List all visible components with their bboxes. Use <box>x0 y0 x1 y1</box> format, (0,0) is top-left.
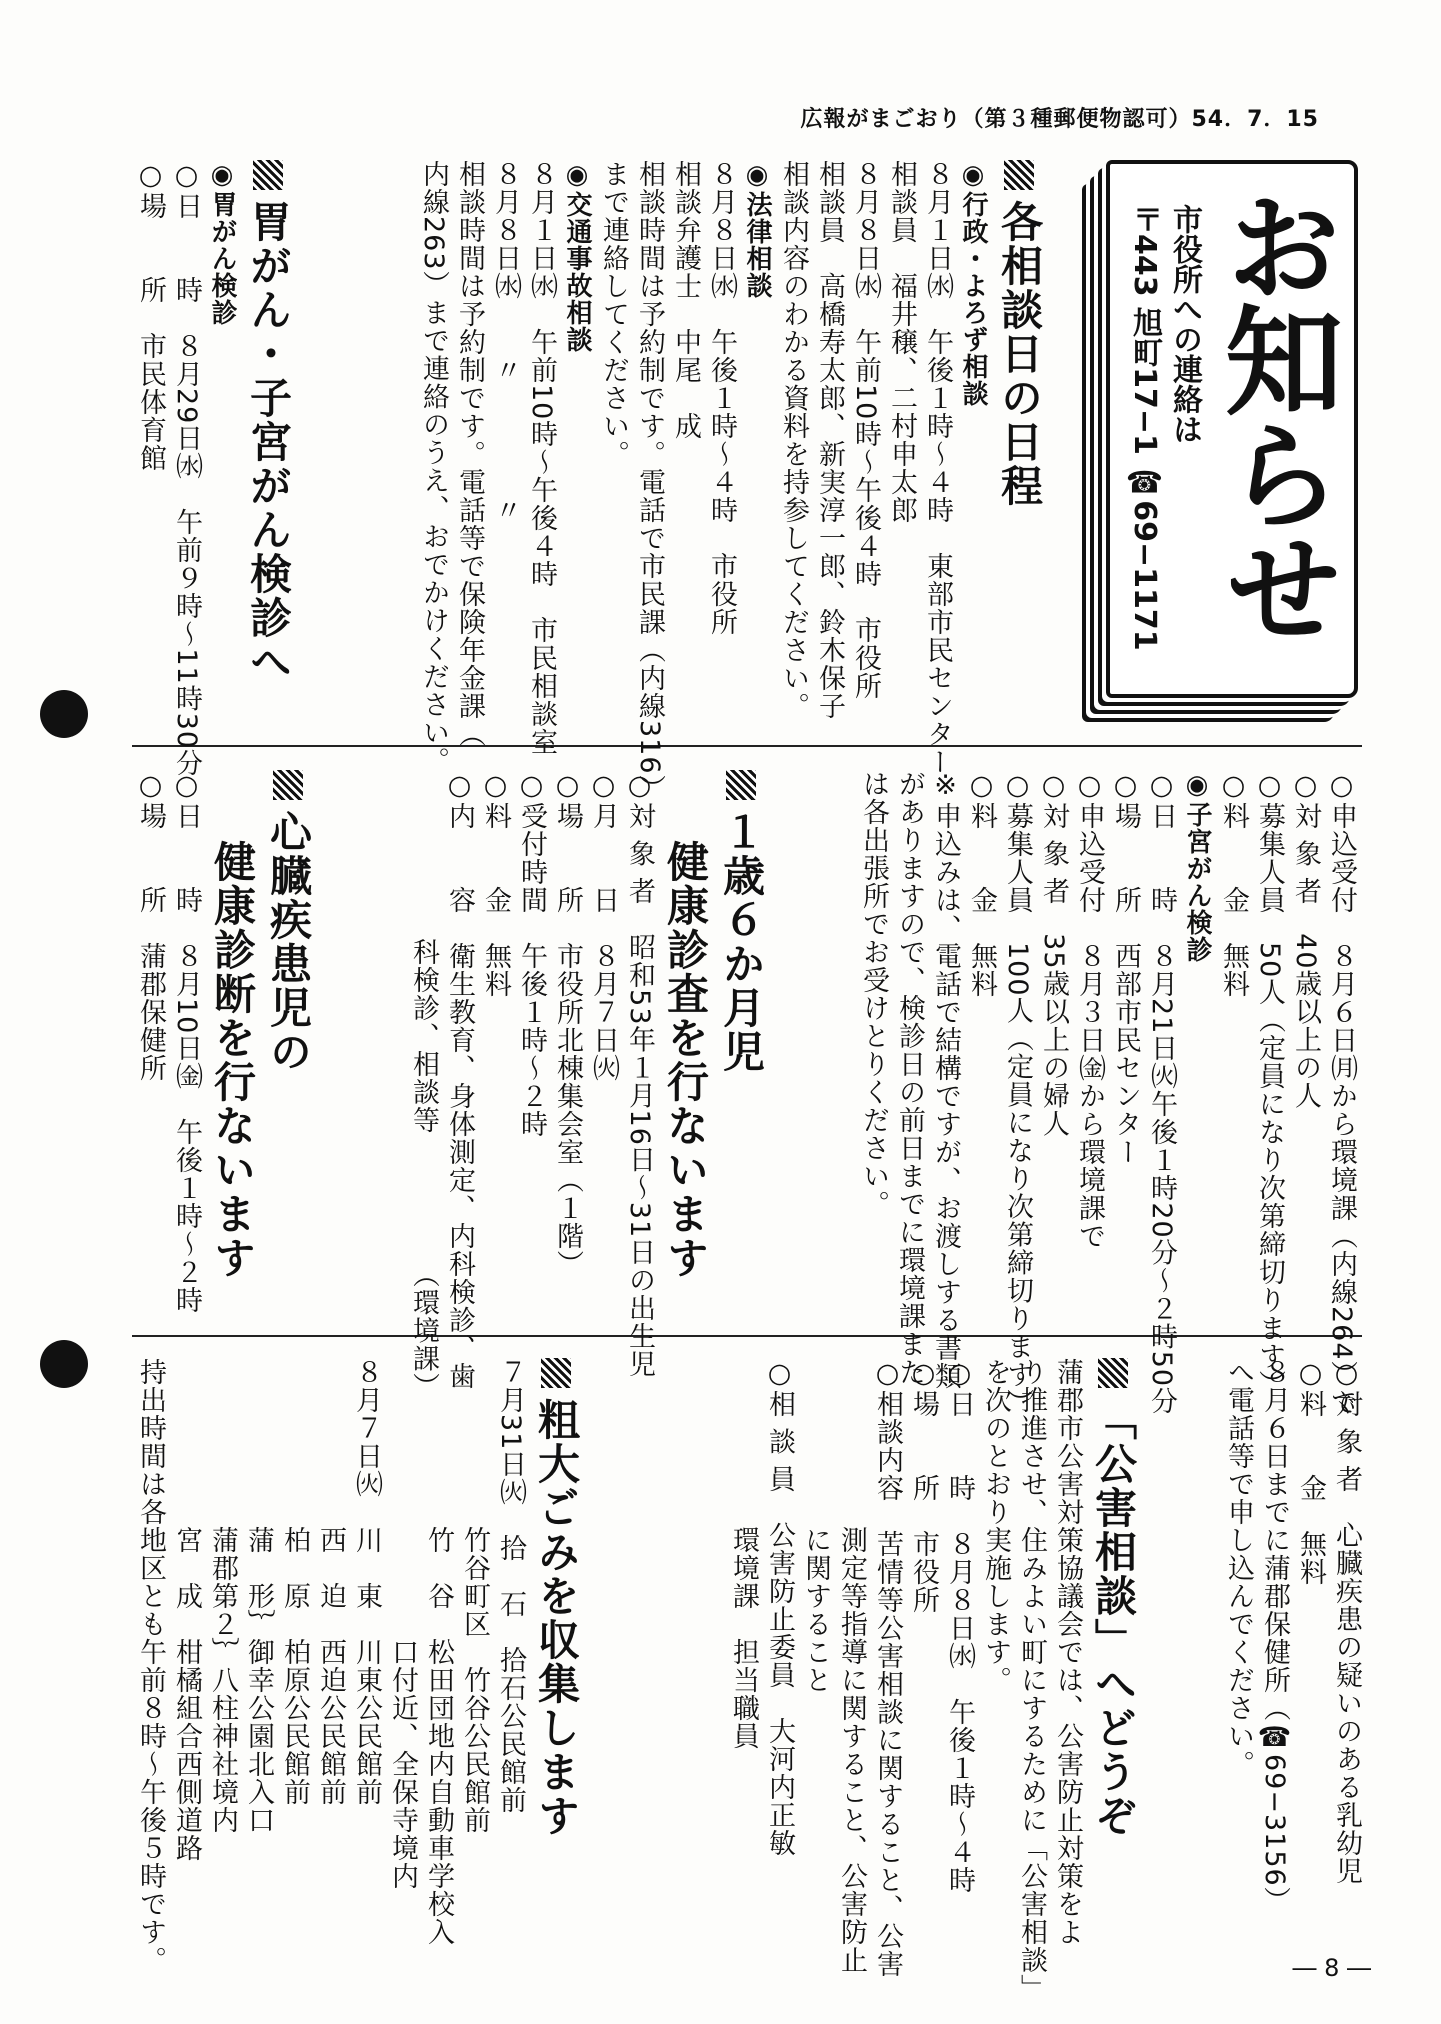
text-line: ○内 容 衛生教育、身体測定、内科検診、歯 <box>444 770 475 1390</box>
uterine-screening-details <box>855 770 1359 1417</box>
text-line: ○募集人員 100人（定員になり次第締切ります） <box>1002 770 1033 1417</box>
section-title: 心臓疾患児の <box>260 770 316 1315</box>
text-line: ○場 所 市役所北棟集会室（１階） <box>552 770 583 1278</box>
pollution-consultation-section <box>725 1358 1141 2002</box>
text-line: ○場 所 市民体育館 <box>135 160 166 472</box>
text-line: 口付近、全保寺境内 <box>387 1358 418 1890</box>
text-line: ○料 金 無料 <box>1295 1358 1326 1586</box>
text-line: ８月７日㈫ 川 東 川東公民館前 <box>351 1358 382 1806</box>
section-title: 「公害相談」へどうぞ <box>1085 1358 1141 1918</box>
bulky-waste-section <box>132 1358 584 1974</box>
text-line: ○日 時 ８月21日㈫午後１時20分〜２時50分 <box>1146 770 1177 1416</box>
text-line: ○対 象 者 40歳以上の人 <box>1290 770 1321 1110</box>
text-line: ８月８日㈬ 〃 〃 <box>490 160 521 524</box>
text-line: ○受付時間 午後１時〜２時 <box>516 770 547 1138</box>
section-divider <box>132 745 1362 747</box>
text-line: ８月１日㈬ 午前10時〜午後４時 市民相談室 <box>526 160 557 757</box>
text-line: 測定等指導に関すること、公害防止 <box>836 1358 867 1974</box>
notice-banner <box>1106 160 1358 698</box>
text-line: 蒲郡第２｝八柱神社境内 <box>207 1358 238 1834</box>
text-line: を次のとおり実施します。 <box>980 1358 1011 1694</box>
hatch-square-icon <box>1004 160 1034 190</box>
text-line: 蒲 形｝御幸公園北入口 <box>243 1358 274 1834</box>
subheading: ◉胃がん検診 <box>207 160 237 326</box>
text-line: ○料 金 無料 <box>966 770 997 998</box>
text-line: ○相談内容 苦情等公害相談に関すること、公害 <box>872 1358 903 1978</box>
text-line: 柏 原 柏原公民館前 <box>279 1358 310 1806</box>
text-line: ○場 所 蒲郡保健所 <box>135 770 166 1082</box>
text-line: ８月６日までに蒲郡保健所（☎69−3156） <box>1259 1358 1290 1915</box>
text-line: ○場 所 市役所 <box>908 1358 939 1614</box>
text-line: ○月 日 ８月７日㈫ <box>588 770 619 1082</box>
contact-line: 市役所への連絡は <box>1167 204 1202 444</box>
text-line: ○日 時 ８月８日㈬ 午後１時〜４時 <box>944 1358 975 1894</box>
section-title-line2: 健康診査を行ないます <box>661 840 710 1280</box>
section-divider <box>132 1335 1362 1337</box>
text-line: ○対 象 者 昭和53年１月16日〜31日の出生児 <box>624 770 655 1379</box>
text-line: ※申込みは、電話で結構ですが、お渡しする書類 <box>930 770 961 1390</box>
subheading: ◉法律相談 <box>742 160 772 299</box>
text-line: ○申込受付 ８月３日㈮から環境課で <box>1074 770 1105 1250</box>
hatch-square-icon <box>726 770 756 800</box>
text-line: まで連絡してください。 <box>598 160 629 468</box>
text-line: 相談員 福井穣、二村申太郎 <box>886 160 917 524</box>
hatch-square-icon <box>253 160 283 190</box>
text-line: ○日 時 ８月10日㈮ 午後１時〜２時 <box>171 770 202 1315</box>
subheading: ◉交通事故相談 <box>562 160 592 353</box>
text-line: 持出時間は各地区とも午前８時〜午後５時です。 <box>135 1358 166 1974</box>
banner-contact <box>1124 204 1204 651</box>
text-line: 西 迫 西迫公民館前 <box>315 1358 346 1806</box>
heart-checkup-details <box>1220 1358 1364 1918</box>
text-line: ８月８日㈬ 午前10時〜午後４時 市役所 <box>850 160 881 701</box>
text-line: ○料 金 無料 <box>1218 770 1249 998</box>
hatch-square-icon <box>273 770 303 800</box>
subheading: ◉行政・よろず相談 <box>958 160 988 407</box>
cancer-screening-section <box>132 160 296 778</box>
text-line: ○募集人員 50人（定員になり次第締切ります） <box>1254 770 1285 1399</box>
text-line: へ電話等で申し込んでください。 <box>1223 1358 1254 1778</box>
page-header: 広報がまごおり（第３種郵便物認可）54．7．15 <box>800 107 1319 132</box>
text-line: に関すること <box>800 1358 831 1694</box>
text-line: 竹谷町区 竹谷公民館前 <box>459 1358 490 1834</box>
text-line: 蒲郡市公害対策協議会では、公害防止対策をよ <box>1052 1358 1083 1946</box>
text-line: がありますので、検診日の前日までに環境課また <box>894 770 925 1386</box>
text-line: ○対 象 者 35歳以上の婦人 <box>1038 770 1069 1138</box>
text-line: 科検診、相談等 （環境課） <box>408 770 439 1401</box>
hatch-square-icon <box>1098 1358 1128 1388</box>
text-line: 相談弁護士 中尾 成 <box>670 160 701 440</box>
binder-hole <box>40 690 88 738</box>
text-line: ８月８日㈬ 午後１時〜４時 市役所 <box>706 160 737 636</box>
consultation-section <box>415 160 1047 803</box>
subheading: ◉子宮がん検診 <box>1182 770 1212 963</box>
text-line: ○日 時 ８月29日㈬ 午前９時〜11時30分 <box>171 160 202 778</box>
page-number: ― 8 ― <box>1292 1954 1371 1982</box>
heart-checkup-section <box>132 770 316 1315</box>
binder-hole <box>40 1340 88 1388</box>
text-line: 相談時間は予約制です。電話で市民課（内線316） <box>634 160 665 803</box>
text-line: ○対 象 者 心臓疾患の疑いのある乳幼児 <box>1331 1358 1362 1886</box>
section-title: 粗大ごみを収集します <box>528 1358 584 1918</box>
text-line: ○相 談 員 公害防止委員 大河内正敏 <box>764 1358 795 1858</box>
text-line: 相談時間は予約制です。電話等で保険年金課（ <box>454 160 485 748</box>
banner-title: お知らせ <box>1205 186 1343 642</box>
toddler-checkup-section <box>405 770 769 1401</box>
text-line: ○申込受付 ８月６日㈪から環境課（内線264）で <box>1326 770 1357 1417</box>
text-line: 相談員 高橋寿太郎、新実淳一郎、鈴木保子 <box>814 160 845 720</box>
section-title: １歳６か月児 <box>713 770 769 1315</box>
section-title-line2: 健康診断を行ないます <box>208 840 257 1280</box>
text-line: り推進させ、住みよい町にするために「公害相談」 <box>1016 1358 1047 2002</box>
text-line: は各出張所でお受けとりください。 <box>858 770 889 1218</box>
text-line: ８月１日㈬ 午後１時〜４時 東部市民センター <box>922 160 953 776</box>
section-title: 各相談日の日程 <box>991 160 1047 720</box>
contact-line: 〒443 旭町17−1 ☎69−1171 <box>1127 204 1162 651</box>
text-line: 竹 谷 松田団地内自動車学校入 <box>423 1358 454 1946</box>
text-line: ７月31日㈫ 拾 石 拾石公民館前 <box>495 1358 526 1815</box>
hatch-square-icon <box>541 1358 571 1388</box>
text-line: 相談内容のわかる資料を持参してください。 <box>778 160 809 720</box>
section-title: 胃がん・子宮がん検診へ <box>240 160 296 720</box>
text-line: ○料 金 無料 <box>480 770 511 998</box>
text-line: 環境課 担当職員 <box>728 1358 759 1750</box>
text-line: ○場 所 西部市民センター <box>1110 770 1141 1166</box>
text-line: 内線263）まで連絡のうえ、おでかけください。 <box>418 160 449 775</box>
text-line: 宮 成 柑橘組合西側道路 <box>171 1358 202 1862</box>
